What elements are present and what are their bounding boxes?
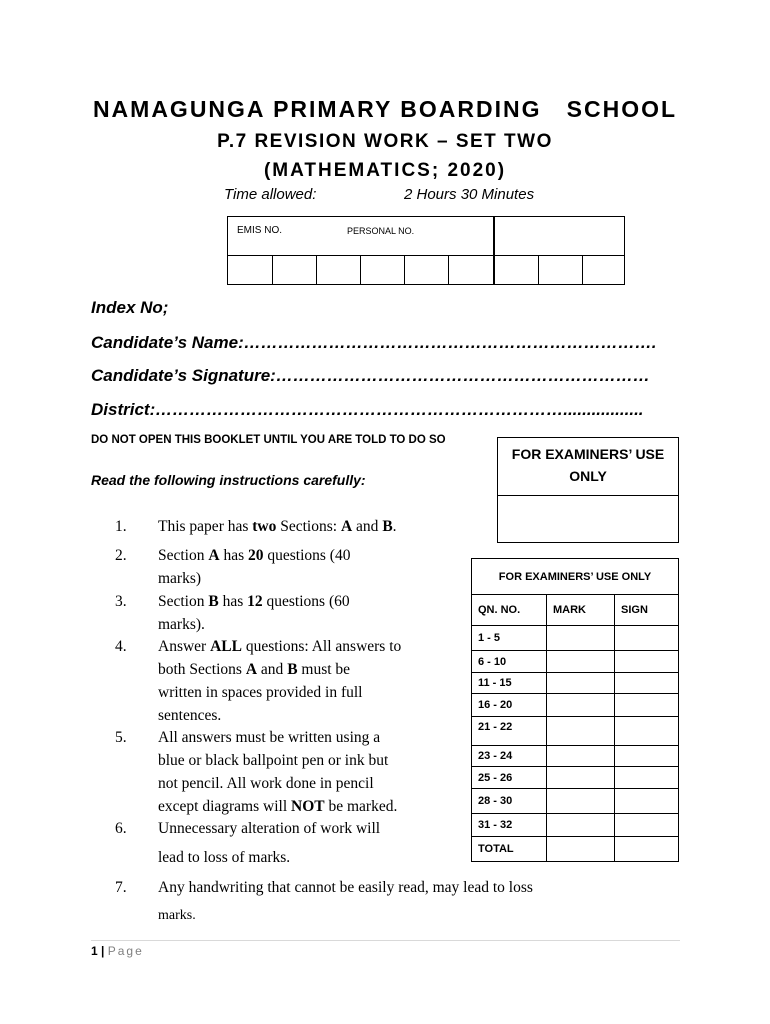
qn-range: 31 - 32 (472, 814, 547, 837)
mark-cell[interactable] (547, 789, 615, 814)
examiners-use-box (497, 437, 679, 543)
instruction-line: Answer ALL questions: All answers to (158, 638, 402, 655)
candidate-signature-field[interactable]: Candidate’s Signature:………………………………………………………… (91, 366, 650, 385)
instruction-line: except diagrams will NOT be marked. (158, 798, 398, 815)
page-word: Page (107, 944, 144, 958)
emis-label: EMIS NO. (237, 225, 283, 236)
column-header-qn: QN. NO. (472, 595, 547, 626)
table-row (472, 673, 679, 694)
table-row (472, 814, 679, 837)
instruction-line: both Sections A and B must be (158, 661, 351, 678)
mark-cell[interactable] (547, 694, 615, 717)
emis-number-grid (227, 216, 625, 285)
time-allowed-value: 2 Hours 30 Minutes (404, 186, 535, 203)
instruction-text (158, 544, 350, 590)
qn-range: 1 - 5 (472, 626, 547, 651)
instruction-number: 6. (115, 820, 127, 837)
examiners-use-line1: FOR EXAMINERS’ USE (511, 446, 665, 462)
qn-range: 11 - 15 (472, 673, 547, 694)
instruction-text (158, 817, 380, 869)
table-row (472, 837, 679, 862)
table-row (472, 694, 679, 717)
school-title: NAMAGUNGA PRIMARY BOARDING SCHOOL (92, 96, 678, 122)
instruction-number: 2. (115, 547, 127, 564)
qn-range: 21 - 22 (472, 717, 547, 746)
mark-cell[interactable] (547, 767, 615, 789)
personal-digit-cell[interactable] (583, 255, 624, 284)
subject-title: (MATHEMATICS; 2020) (263, 160, 507, 181)
total-mark-cell[interactable] (547, 837, 615, 862)
instruction-line: not pencil. All work done in pencil (158, 775, 374, 792)
instruction-text (158, 635, 401, 727)
sign-cell[interactable] (615, 673, 679, 694)
sign-cell[interactable] (615, 814, 679, 837)
instruction-text (158, 726, 397, 818)
instruction-line: marks) (158, 570, 202, 587)
emis-digit-cell[interactable] (449, 255, 495, 284)
personal-digit-cell[interactable] (539, 255, 583, 284)
sign-cell[interactable] (615, 694, 679, 717)
marks-table (471, 558, 679, 862)
instruction-text (158, 515, 397, 538)
personal-number-label: PERSONAL NO. (347, 226, 415, 236)
emis-digit-cell[interactable] (228, 255, 273, 284)
read-instructions-heading: Read the following instructions carefully: (91, 472, 366, 488)
mark-cell[interactable] (547, 717, 615, 746)
instruction-number: 7. (115, 879, 127, 896)
instruction-line: written in spaces provided in full (158, 684, 363, 701)
index-number-field[interactable]: Index No; (91, 298, 169, 317)
emis-digit-cell[interactable] (273, 255, 317, 284)
instruction-line: sentences. (158, 707, 222, 724)
table-row (472, 746, 679, 767)
mark-cell[interactable] (547, 651, 615, 673)
instruction-number: 1. (115, 518, 127, 535)
examiners-use-box-header (498, 438, 678, 496)
sign-cell[interactable] (615, 651, 679, 673)
instruction-number: 4. (115, 638, 127, 655)
table-row (472, 767, 679, 789)
emis-header-row (228, 217, 624, 256)
total-sign-cell[interactable] (615, 837, 679, 862)
emis-digit-cell[interactable] (361, 255, 405, 284)
sign-cell[interactable] (615, 626, 679, 651)
sign-cell[interactable] (615, 717, 679, 746)
column-header-sign: SIGN (615, 595, 679, 626)
candidate-name-field[interactable]: Candidate’s Name:………………………………………………………………. (91, 333, 657, 352)
emis-divider (493, 217, 495, 255)
total-label: TOTAL (472, 837, 547, 862)
page-footer (91, 944, 144, 958)
instruction-line: marks. (158, 908, 196, 923)
emis-digit-cell[interactable] (405, 255, 449, 284)
instruction-line: lead to loss of marks. (158, 849, 291, 866)
column-header-mark: MARK (547, 595, 615, 626)
sign-cell[interactable] (615, 789, 679, 814)
table-row (472, 789, 679, 814)
personal-digit-cell[interactable] (495, 255, 539, 284)
instruction-text (158, 876, 533, 927)
sign-cell[interactable] (615, 746, 679, 767)
mark-cell[interactable] (547, 673, 615, 694)
instruction-number: 5. (115, 729, 127, 746)
table-row (472, 651, 679, 673)
qn-range: 28 - 30 (472, 789, 547, 814)
marks-table-caption: FOR EXAMINERS’ USE ONLY (472, 559, 679, 595)
sign-cell[interactable] (615, 767, 679, 789)
instruction-line: All answers must be written using a (158, 729, 381, 746)
qn-range: 25 - 26 (472, 767, 547, 789)
instruction-line: Section B has 12 questions (60 (158, 593, 350, 610)
time-allowed-label: Time allowed: (224, 186, 317, 203)
instruction-number: 3. (115, 593, 127, 610)
emis-digit-cells (228, 255, 624, 284)
instruction-line: Section A has 20 questions (40 (158, 547, 351, 564)
table-row (472, 626, 679, 651)
qn-range: 23 - 24 (472, 746, 547, 767)
instruction-line: Unnecessary alteration of work will (158, 820, 381, 837)
examiners-use-line2: ONLY (569, 468, 607, 484)
table-row (472, 717, 679, 746)
page-number: 1 (91, 944, 98, 958)
mark-cell[interactable] (547, 746, 615, 767)
do-not-open-notice: DO NOT OPEN THIS BOOKLET UNTIL YOU ARE TOLD TO DO SO (91, 434, 446, 446)
mark-cell[interactable] (547, 626, 615, 651)
instruction-line: Any handwriting that cannot be easily read, may lead to loss (158, 879, 533, 896)
instruction-text (158, 590, 350, 636)
footer-separator: | (101, 944, 105, 958)
paper-subtitle: P.7 REVISION WORK – SET TWO (217, 131, 553, 152)
instruction-line: marks). (158, 616, 205, 633)
mark-cell[interactable] (547, 814, 615, 837)
qn-range: 6 - 10 (472, 651, 547, 673)
instruction-line: This paper has two Sections: A and B. (158, 518, 397, 535)
emis-digit-cell[interactable] (317, 255, 361, 284)
instruction-line: blue or black ballpoint pen or ink but (158, 752, 389, 769)
district-field[interactable]: District:………………………………………………………………................. (91, 400, 644, 419)
footer-divider (91, 940, 680, 941)
qn-range: 16 - 20 (472, 694, 547, 717)
